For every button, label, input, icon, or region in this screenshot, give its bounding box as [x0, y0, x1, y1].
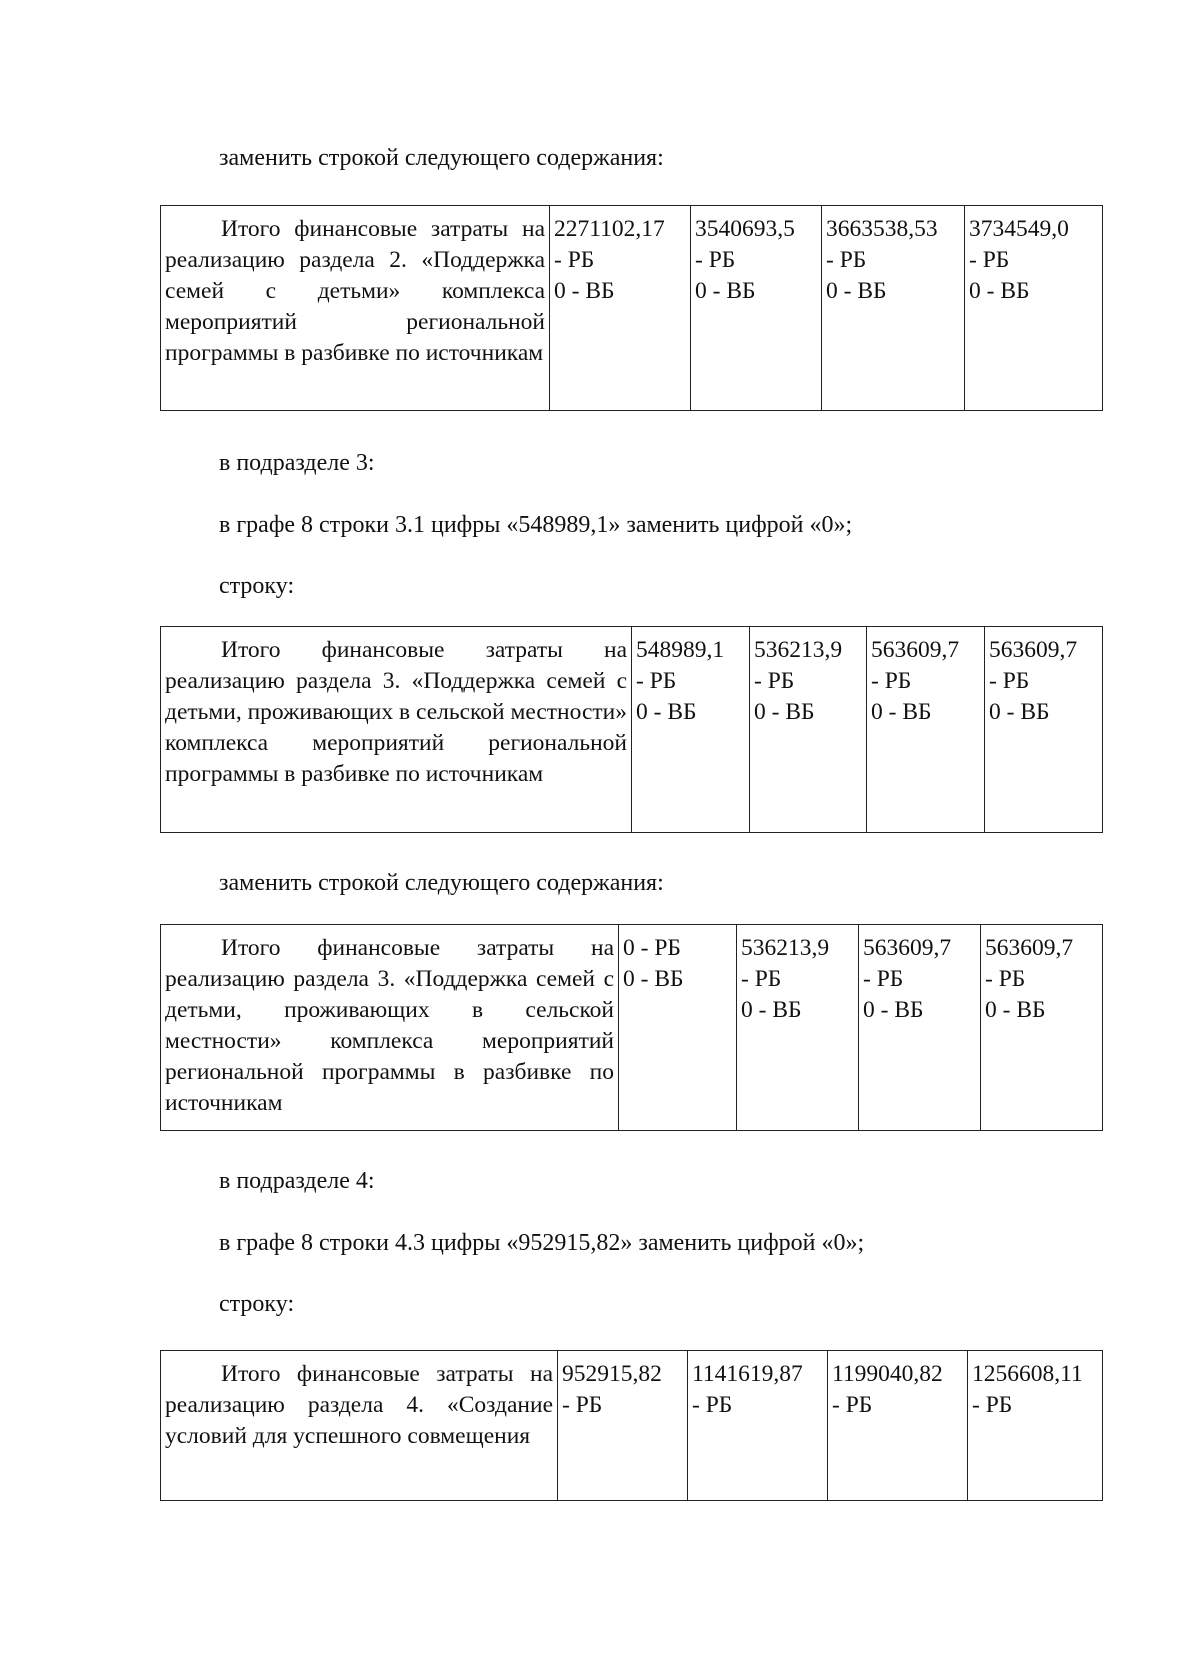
paragraph-subsection-3: в подразделе 3:	[219, 450, 375, 476]
table-cell-value: 2271102,17 - РБ 0 - ВБ	[550, 206, 691, 411]
table-row	[161, 206, 1103, 411]
financial-table-section-3-new	[160, 924, 1103, 1131]
table-cell-value: 1199040,82 - РБ	[828, 1351, 968, 1501]
paragraph-row-label-1: строку:	[219, 573, 295, 599]
financial-table-section-4	[160, 1350, 1103, 1501]
table-cell-value: 1141619,87 - РБ	[688, 1351, 828, 1501]
paragraph-column-8-row-3-1: в графе 8 строки 3.1 цифры «548989,1» заменить цифрой «0»;	[219, 512, 853, 538]
table-cell-value: 3734549,0 - РБ 0 - ВБ	[965, 206, 1103, 411]
table-cell-value: 3540693,5 - РБ 0 - ВБ	[691, 206, 822, 411]
table-cell-description: Итого финансовые затраты на реализацию раздела 3. «Поддержка семей с детьми, проживающих в сельской местности» комплекса мероприятий региональной программы в разбивке по источникам	[161, 925, 619, 1131]
paragraph-subsection-4: в подразделе 4:	[219, 1168, 375, 1194]
table-cell-value: 563609,7 - РБ 0 - ВБ	[859, 925, 981, 1131]
table-cell-value: 548989,1 - РБ 0 - ВБ	[632, 627, 750, 833]
paragraph-replace-intro-1: заменить строкой следующего содержания:	[219, 145, 664, 171]
table-cell-value: 563609,7 - РБ 0 - ВБ	[981, 925, 1103, 1131]
table-row	[161, 925, 1103, 1131]
table-cell-value: 1256608,11 - РБ	[968, 1351, 1103, 1501]
table-row	[161, 1351, 1103, 1501]
table-cell-value: 563609,7 - РБ 0 - ВБ	[867, 627, 985, 833]
table-row	[161, 627, 1103, 833]
table-cell-value: 536213,9 - РБ 0 - ВБ	[750, 627, 867, 833]
table-cell-value: 3663538,53 - РБ 0 - ВБ	[822, 206, 965, 411]
table-cell-description: Итого финансовые затраты на реализацию раздела 2. «Поддержка семей с детьми» комплекса мероприятий региональной программы в разбивке по источникам	[161, 206, 550, 411]
paragraph-row-label-2: строку:	[219, 1291, 295, 1317]
financial-table-section-3-old	[160, 626, 1103, 833]
table-cell-value: 0 - РБ 0 - ВБ	[619, 925, 737, 1131]
financial-table-section-2	[160, 205, 1103, 411]
table-cell-value: 952915,82 - РБ	[558, 1351, 688, 1501]
table-cell-value: 563609,7 - РБ 0 - ВБ	[985, 627, 1103, 833]
paragraph-replace-intro-2: заменить строкой следующего содержания:	[219, 870, 664, 896]
table-cell-description: Итого финансовые затраты на реализацию раздела 4. «Создание условий для успешного совмещения	[161, 1351, 558, 1501]
table-cell-description: Итого финансовые затраты на реализацию раздела 3. «Поддержка семей с детьми, проживающих в сельской местности» комплекса мероприятий региональной программы в разбивке по источникам	[161, 627, 632, 833]
paragraph-column-8-row-4-3: в графе 8 строки 4.3 цифры «952915,82» заменить цифрой «0»;	[219, 1230, 865, 1256]
table-cell-value: 536213,9 - РБ 0 - ВБ	[737, 925, 859, 1131]
